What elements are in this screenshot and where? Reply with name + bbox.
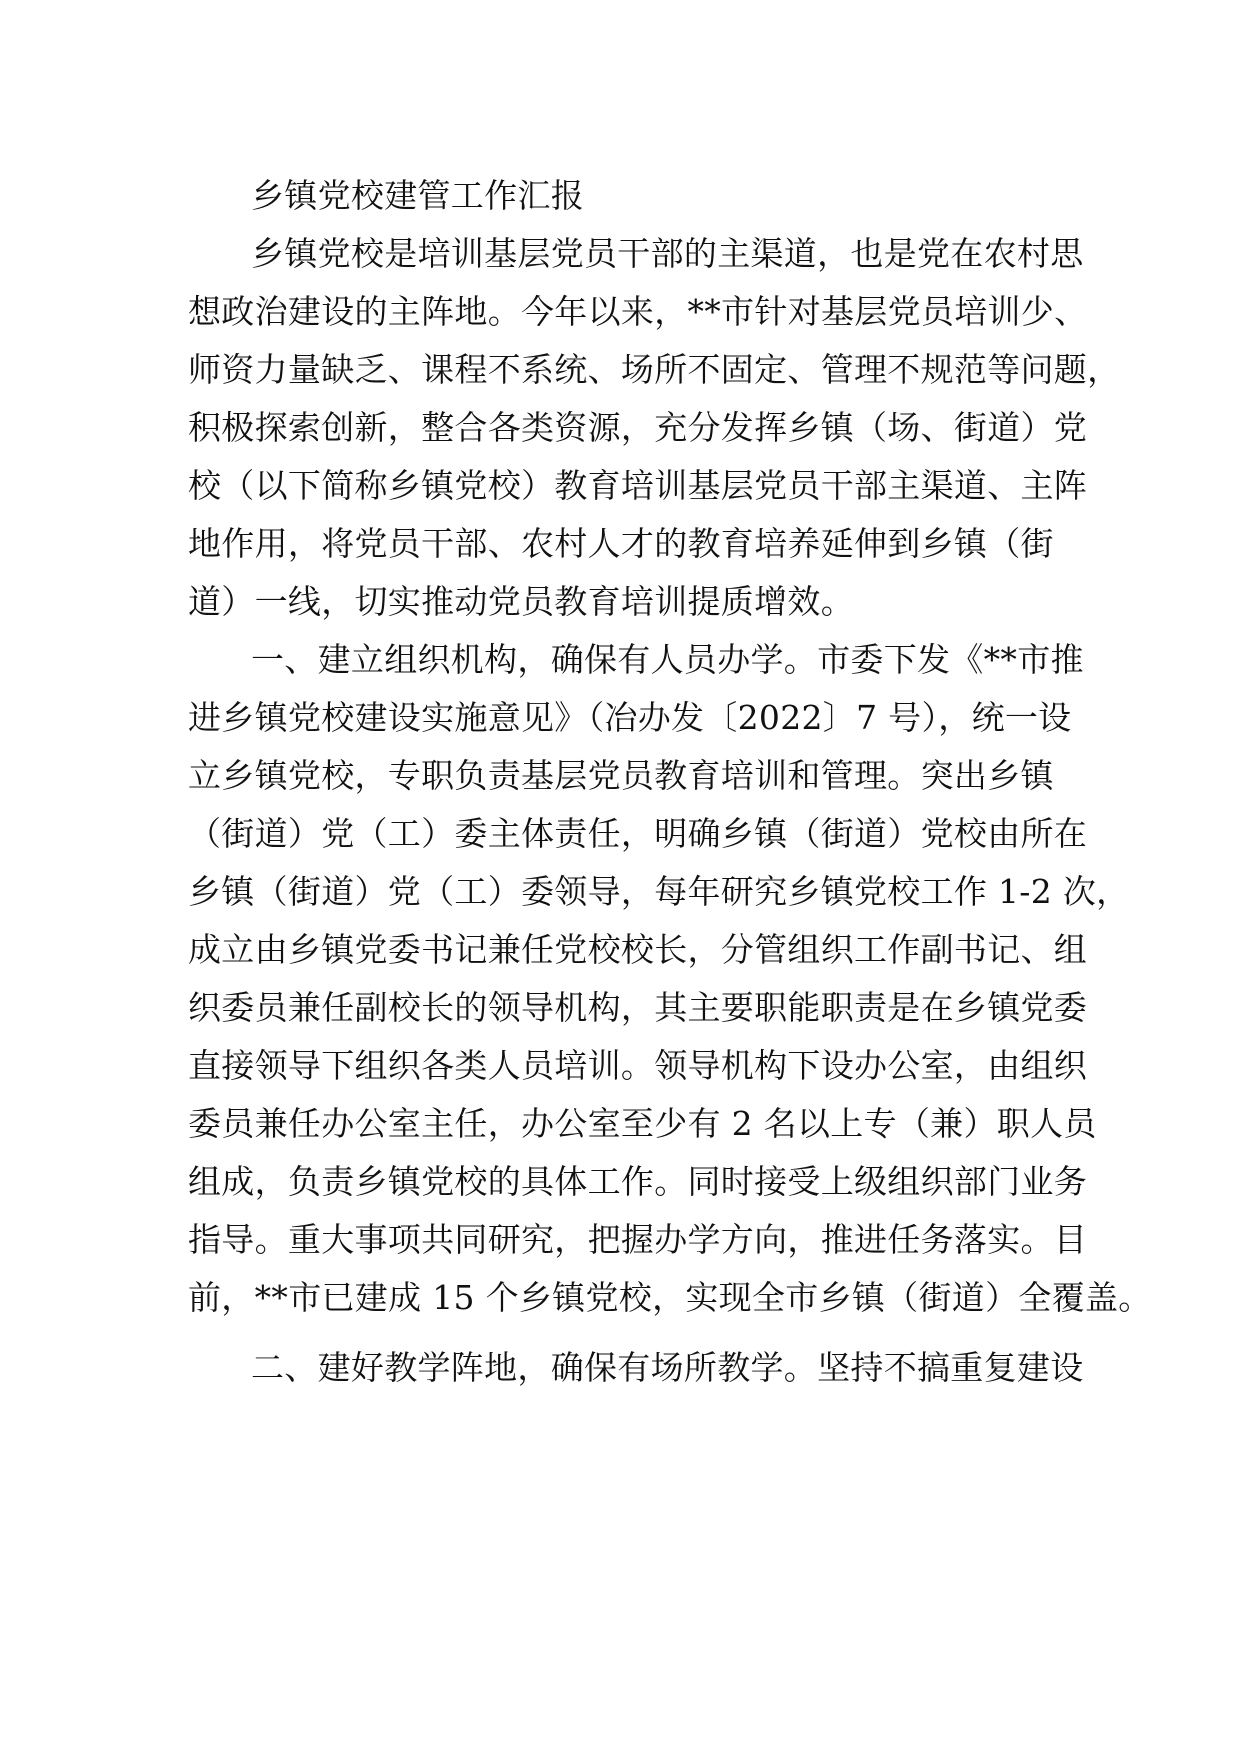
paragraph-line: 指导。重大事项共同研究，把握办学方向，推进任务落实。目 <box>188 1220 1088 1259</box>
paragraph-line: 地作用，将党员干部、农村人才的教育培养延伸到乡镇（街 <box>188 524 1054 563</box>
paragraph-line: 二、建好教学阵地，确保有场所教学。坚持不搞重复建设 <box>251 1348 1084 1387</box>
paragraph-line: 一、建立组织机构，确保有人员办学。市委下发《**市推 <box>251 640 1084 679</box>
paragraph-line: 前，**市已建成 15 个乡镇党校，实现全市乡镇（街道）全覆盖。 <box>188 1278 1152 1317</box>
paragraph-line: 委员兼任办公室主任，办公室至少有 2 名以上专（兼）职人员 <box>188 1104 1097 1143</box>
paragraph-line: 立乡镇党校，专职负责基层党员教育培训和管理。突出乡镇 <box>188 756 1054 795</box>
paragraph-line: 乡镇党校是培训基层党员干部的主渠道，也是党在农村思 <box>251 234 1084 273</box>
paragraph-line: 乡镇（街道）党（工）委领导，每年研究乡镇党校工作 1-2 次， <box>188 872 1130 911</box>
paragraph-line: 组成，负责乡镇党校的具体工作。同时接受上级组织部门业务 <box>188 1162 1088 1201</box>
document-title: 乡镇党校建管工作汇报 <box>251 176 584 215</box>
paragraph-line: 进乡镇党校建设实施意见》（冶办发〔2022〕7 号），统一设 <box>188 698 1072 737</box>
paragraph-line: 师资力量缺乏、课程不系统、场所不固定、管理不规范等问题， <box>188 350 1121 389</box>
paragraph-line: 织委员兼任副校长的领导机构，其主要职能职责是在乡镇党委 <box>188 988 1088 1027</box>
paragraph-line: 直接领导下组织各类人员培训。领导机构下设办公室，由组织 <box>188 1046 1088 1085</box>
paragraph-line: 积极探索创新，整合各类资源，充分发挥乡镇（场、街道）党 <box>188 408 1088 447</box>
paragraph-line: 道）一线，切实推动党员教育培训提质增效。 <box>188 582 854 621</box>
paragraph-line: 成立由乡镇党委书记兼任党校校长，分管组织工作副书记、组 <box>188 930 1088 969</box>
paragraph-line: 校（以下简称乡镇党校）教育培训基层党员干部主渠道、主阵 <box>188 466 1088 505</box>
paragraph-line: 想政治建设的主阵地。今年以来，**市针对基层党员培训少、 <box>188 292 1088 331</box>
paragraph-line: （街道）党（工）委主体责任，明确乡镇（街道）党校由所在 <box>188 814 1088 853</box>
